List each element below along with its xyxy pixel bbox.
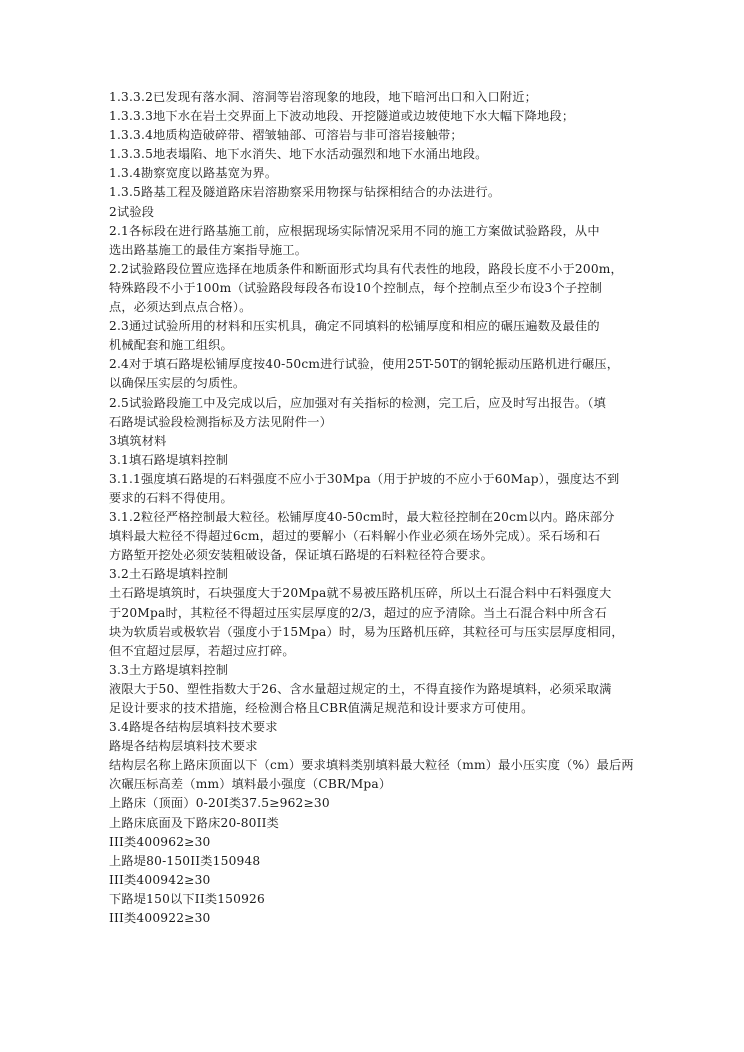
- text-line: 2.2试验路段位置应选择在地质条件和断面形式均具有代表性的地段，路段长度不小于200m，: [109, 261, 623, 276]
- text-line: 1.3.3.5地表塌陷、地下水消失、地下水活动强烈和地下水涌出地段。: [109, 147, 488, 162]
- table-row-line: 上路堤80-150II类150948: [109, 853, 261, 868]
- text-line: 液限大于50、塑性指数大于26、含水量超过规定的土，不得直接作为路堤填料，必须采取满: [109, 681, 612, 696]
- text-line: 选出路基施工的最佳方案指导施工。: [109, 242, 308, 257]
- table-row-line: III类400962≥30: [109, 834, 211, 849]
- text-line: 足设计要求的技术措施，经检测合格且CBR值满足规范和设计要求方可使用。: [109, 701, 534, 715]
- table-header-line: 次碾压标高差（mm）填料最小强度（CBR/Mpa）: [109, 777, 392, 792]
- text-line: 块为软质岩或极软岩（强度小于15Mpa）时，易为压路机压碎，其粒径可与压实层厚度相同，: [109, 624, 624, 639]
- table-row-line: 上路床底面及下路床20-80II类: [109, 815, 280, 830]
- table-row-line: III类400922≥30: [109, 911, 211, 926]
- text-line: 于20Mpa时，其粒径不得超过压实层厚度的2/3，超过的应予清除。当土石混合料中所含石: [109, 605, 607, 620]
- text-line: 以确保压实层的匀质性。: [109, 376, 246, 391]
- subsection-heading: 3.4路堤各结构层填料技术要求: [109, 720, 278, 735]
- table-header-line: 结构层名称上路床顶面以下（cm）要求填料类别填料最大粒径（mm）最小压实度（%）最后两: [109, 758, 634, 773]
- text-line: 石路堤试验段检测指标及方法见附件一）: [109, 414, 332, 429]
- document-page: [109, 88, 639, 928]
- table-row-line: 上路床（顶面）0-20I类37.5≥962≥30: [109, 796, 330, 811]
- text-line: 1.3.5路基工程及隧道路床岩溶勘察采用物探与钻探相结合的办法进行。: [109, 185, 501, 200]
- section-heading: 2试验段: [109, 204, 155, 219]
- subsection-heading: 3.2土石路堤填料控制: [109, 567, 229, 582]
- section-heading: 3填筑材料: [109, 433, 167, 448]
- text-line: 方路堑开挖处必须安装粗破设备，保证填石路堤的石料粒径符合要求。: [109, 548, 494, 563]
- subsection-heading: 3.3土方路堤填料控制: [109, 662, 229, 677]
- text-line: 1.3.3.4地质构造破碎带、褶皱轴部、可溶岩与非可溶岩接触带；: [109, 128, 463, 143]
- text-line: 要求的石料不得使用。: [109, 490, 233, 505]
- text-line: 2.3通过试验所用的材料和压实机具，确定不同填料的松铺厚度和相应的碾压遍数及最佳的: [109, 319, 600, 334]
- text-line: 2.4对于填石路堤松铺厚度按40-50cm进行试验，使用25T-50T的钢轮振动压路机进行碾压，: [109, 357, 620, 372]
- text-line: 1.3.4勘察宽度以路基宽为界。: [109, 166, 278, 181]
- text-line: 2.5试验路段施工中及完成以后，应加强对有关指标的检测，完工后，应及时写出报告。（填: [109, 395, 606, 410]
- text-line: 3.1.1强度填石路堤的石料强度不应小于30Mpa（用于护坡的不应小于60Map），强度达不到: [109, 471, 620, 486]
- text-line: 但不宜超过层厚，若超过应打碎。: [109, 643, 295, 658]
- table-title: 路堤各结构层填料技术要求: [109, 739, 258, 754]
- text-line: 1.3.3.2已发现有落水洞、溶洞等岩溶现象的地段，地下暗河出口和入口附近；: [109, 90, 538, 104]
- text-line: 点，必须达到点点合格）。: [109, 300, 252, 315]
- text-line: 土石路堤填筑时，石块强度大于20Mpa就不易被压路机压碎，所以土石混合料中石料强度大: [109, 586, 612, 601]
- text-line: 2.1各标段在进行路基施工前，应根据现场实际情况采用不同的施工方案做试验路段，从中: [109, 223, 600, 238]
- text-line: 特殊路段不小于100m（试验路段每段各布设10个控制点，每个控制点至少布设3个子控制: [109, 280, 603, 295]
- text-line: 1.3.3.3地下水在岩土交界面上下波动地段、开挖隧道或边坡使地下水大幅下降地段；: [109, 109, 575, 124]
- text-line: 3.1.2粒径严格控制最大粒径。松铺厚度40-50cm时，最大粒径控制在20cm以内。路床部分: [109, 510, 615, 525]
- subsection-heading: 3.1填石路堤填料控制: [109, 452, 229, 467]
- text-line: 填料最大粒径不得超过6cm，超过的要解小（石料解小作业必须在场外完成）。采石场和石: [109, 529, 601, 544]
- text-line: 机械配套和施工组织。: [109, 338, 233, 353]
- table-row-line: III类400942≥30: [109, 872, 211, 887]
- table-row-line: 下路堤150以下II类150926: [109, 891, 265, 906]
